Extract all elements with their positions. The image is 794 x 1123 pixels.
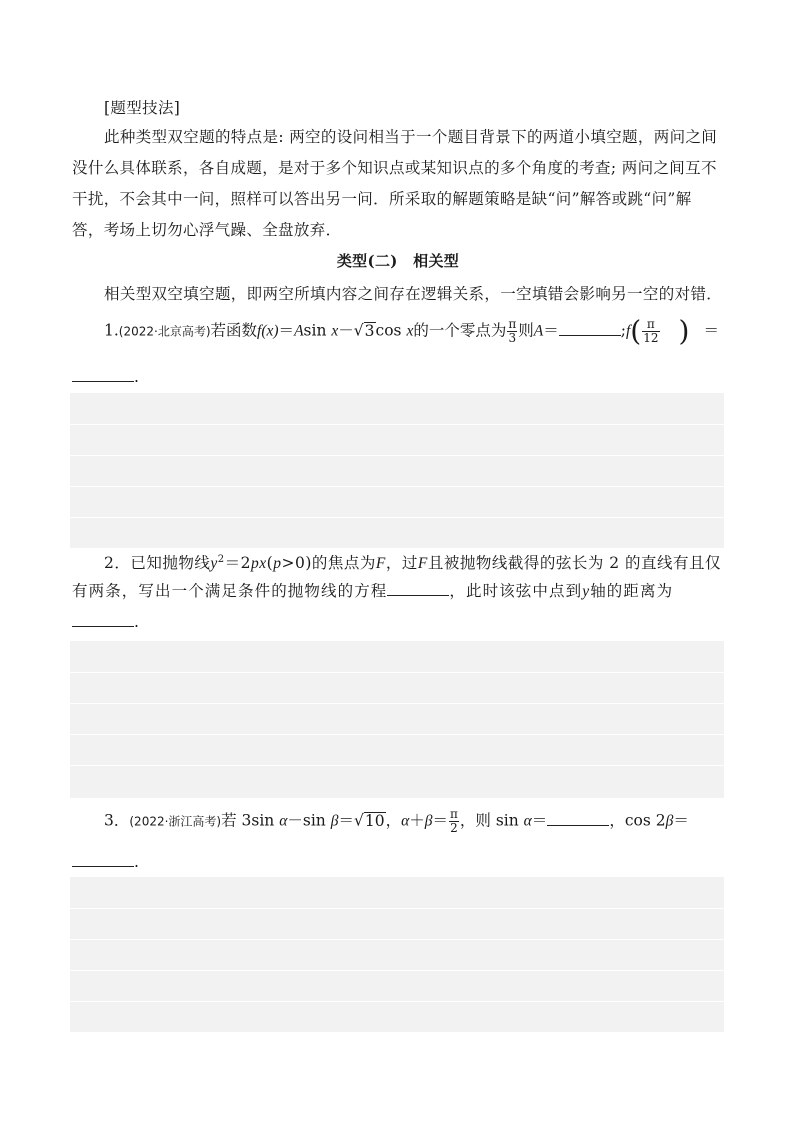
answer-line bbox=[70, 424, 724, 425]
answer-line bbox=[70, 970, 724, 971]
q2-period: . bbox=[134, 613, 140, 631]
q1-sqrt3: 3 bbox=[364, 321, 375, 340]
q3-minus-sin: －sin bbox=[287, 811, 326, 830]
answer-line bbox=[70, 672, 724, 673]
answer-line bbox=[70, 486, 724, 487]
frac-num: π bbox=[450, 807, 458, 821]
q2-text-3: >0)的焦点为 bbox=[281, 554, 376, 573]
frac-num: π bbox=[642, 318, 659, 332]
question-2-line-2 bbox=[72, 581, 724, 602]
answer-line bbox=[70, 908, 724, 909]
q3-alpha3: α bbox=[523, 812, 532, 830]
q3-number: 3． bbox=[104, 811, 130, 830]
q1-equals: ＝ bbox=[278, 321, 295, 340]
q3-fraction-pi-2 bbox=[449, 808, 459, 835]
answer-line bbox=[70, 1001, 724, 1002]
q3-alpha: α bbox=[279, 812, 288, 830]
q3-alpha2: α bbox=[401, 812, 410, 830]
type-heading: 类型(二) 相关型 bbox=[336, 252, 460, 270]
q1-x2: x bbox=[406, 322, 414, 340]
q1-equals3: ＝ bbox=[703, 321, 719, 340]
q2-y: y bbox=[210, 555, 218, 573]
q3-equals2: ＝ bbox=[432, 811, 448, 830]
q1-answer-blank-1[interactable] bbox=[559, 321, 621, 336]
q1-sin: sin bbox=[303, 321, 327, 340]
q1-text-2: 的一个零点为 bbox=[413, 321, 507, 340]
q3-sqrt10: 10 bbox=[364, 811, 385, 830]
q2-answer-blank-2[interactable] bbox=[72, 612, 134, 627]
q3-period: . bbox=[134, 853, 140, 871]
q1-source: (2022·北京高考) bbox=[118, 324, 211, 339]
q3-answer-blank-1[interactable] bbox=[547, 811, 609, 826]
answer-line bbox=[70, 517, 724, 518]
question-1-line-2 bbox=[72, 367, 724, 387]
q2-text-6: 有两条，写出一个满足条件的抛物线的方程 bbox=[72, 582, 388, 600]
tip-line-1: 此种类型双空题的特点是: 两空的设问相当于一个题目背景下的两道小填空题，两问之间 bbox=[104, 128, 718, 146]
answer-line bbox=[70, 455, 724, 456]
q3-text-1: 若 3sin bbox=[221, 811, 275, 830]
q3-text-2: ，则 sin bbox=[459, 811, 519, 830]
frac-num: π bbox=[508, 317, 517, 331]
q3-answer-blank-2[interactable] bbox=[72, 852, 134, 867]
q1-x: x bbox=[331, 322, 339, 340]
q2-text-8: 轴的距离为 bbox=[590, 582, 674, 600]
q1-number: 1. bbox=[104, 321, 119, 340]
q2-text-4: ，过 bbox=[385, 554, 418, 573]
answer-line bbox=[70, 765, 724, 766]
q2-superscript: 2 bbox=[217, 554, 225, 565]
answer-area-2[interactable] bbox=[70, 641, 724, 798]
question-2-line-3 bbox=[72, 612, 724, 632]
question-2: 2．已知抛物线$y^2=2px(p>0)$的焦点为F，过F且被抛物线截得的弦长为 2 的直线有且仅 bbox=[104, 554, 722, 573]
q1-fx: f(x) bbox=[257, 322, 279, 340]
q3-source: (2022·浙江高考) bbox=[129, 814, 222, 829]
question-1: 1.(2022·北京高考)若函数f(x)＝Asin x－√3cos x的一个零点为 $\frac{\pi}{3}$ 则A＝ ;f( $\frac{\pi}{12}$ ) ＝ bbox=[104, 314, 719, 348]
q3-beta: β bbox=[330, 812, 339, 830]
q2-y2: y bbox=[582, 583, 591, 600]
q1-equals2: ＝ bbox=[543, 321, 559, 340]
q3-beta2: β bbox=[424, 812, 433, 830]
q2-F: F bbox=[375, 555, 386, 573]
q2-answer-blank-1[interactable] bbox=[387, 581, 449, 596]
q3-beta3: β bbox=[665, 812, 674, 830]
q1-fraction-pi-12 bbox=[642, 318, 659, 345]
q1-A2: A bbox=[533, 322, 544, 340]
q2-px: px bbox=[251, 555, 267, 573]
question-3: 3．(2022·浙江高考)若 3sin α－sin β＝√10，α＋β＝ $\frac{\pi}{2}$ ，则 sin α＝ ，cos 2β＝ bbox=[104, 807, 689, 835]
tip-line-3: 干扰，不会其中一问，照样可以答出另一问．所采取的解题策略是缺“问”解答或跳“问”解 bbox=[72, 190, 692, 208]
q3-equals3: ＝ bbox=[531, 811, 548, 830]
tip-line-4: 答，考场上切勿心浮气躁、全盘放弃． bbox=[72, 221, 342, 239]
q1-semicolon: ; bbox=[620, 321, 626, 340]
q3-plus: ＋ bbox=[409, 811, 425, 830]
q2-F2: F bbox=[417, 555, 428, 573]
q2-text-1: 已知抛物线 bbox=[130, 554, 211, 573]
q1-A: A bbox=[294, 322, 304, 340]
right-paren: ) bbox=[678, 314, 690, 348]
q1-text-1: 若函数 bbox=[210, 321, 258, 340]
q2-text-7: ，此时该弦中点到 bbox=[449, 582, 583, 600]
q1-cos: cos bbox=[375, 321, 402, 340]
frac-den: 12 bbox=[643, 331, 659, 345]
q3-equals: ＝ bbox=[338, 811, 354, 830]
type-description: 相关型双空填空题，即两空所填内容之间存在逻辑关系，一空填错会影响另一空的对错． bbox=[104, 285, 723, 303]
q3-text-4: ，cos 2 bbox=[609, 811, 666, 830]
answer-line bbox=[70, 734, 724, 735]
question-3-line-2 bbox=[72, 852, 724, 872]
left-paren: ( bbox=[630, 314, 642, 348]
answer-area-1[interactable] bbox=[70, 393, 724, 548]
tip-line-2: 没什么具体联系，各自成题，是对于多个知识点或某知识点的多个角度的考查; 两问之间互不 bbox=[72, 159, 717, 177]
q1-answer-blank-2[interactable] bbox=[72, 367, 134, 382]
q1-minus: － bbox=[338, 321, 354, 340]
answer-area-3[interactable] bbox=[70, 877, 724, 1032]
q2-text-5: 且被抛物线截得的弦长为 2 的直线有且仅 bbox=[427, 554, 722, 573]
answer-line bbox=[70, 939, 724, 940]
frac-den: 3 bbox=[508, 331, 517, 345]
section-header: [题型技法] bbox=[104, 99, 181, 117]
q2-text-2: ＝2 bbox=[224, 554, 252, 573]
q1-fraction-pi-3 bbox=[507, 318, 517, 345]
frac-den: 2 bbox=[450, 821, 458, 835]
q3-equals4: ＝ bbox=[673, 811, 689, 830]
q2-number: 2． bbox=[104, 554, 131, 573]
q1-f: f bbox=[625, 322, 631, 340]
q2-p: p bbox=[273, 555, 282, 573]
q1-text-3: 则 bbox=[518, 321, 534, 340]
q3-comma: ， bbox=[385, 811, 402, 830]
q1-period: . bbox=[134, 368, 140, 386]
answer-line bbox=[70, 703, 724, 704]
